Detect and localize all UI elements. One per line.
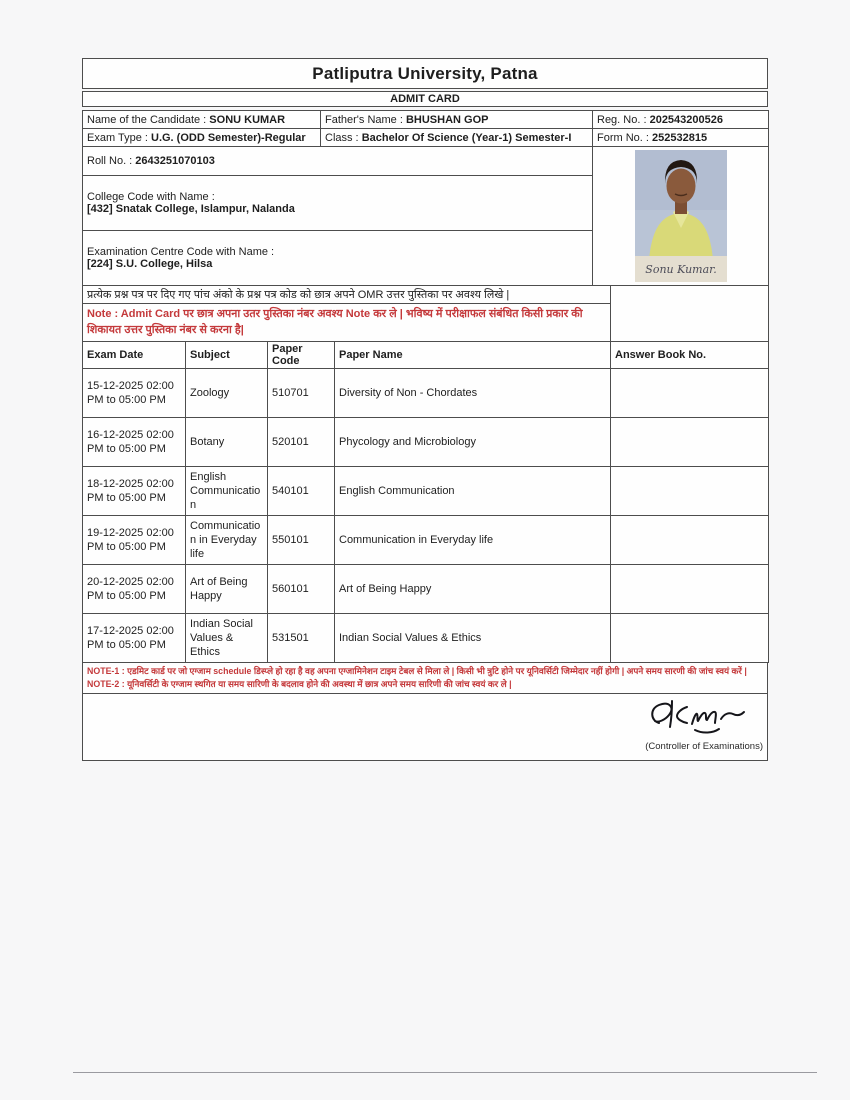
candidate-photo-cell	[593, 147, 769, 286]
omr-instruction-cell	[83, 286, 611, 304]
admit-card-banner	[82, 91, 768, 107]
form-no-label: Form No. :	[597, 131, 653, 144]
paper-code-cell: 560101	[268, 565, 335, 614]
table-row	[83, 614, 769, 663]
college-value: [432] Snatak College, Islampur, Nalanda	[87, 203, 295, 216]
exam-time: 02:00 PM to 05:00 PM	[87, 526, 174, 553]
college-label: College Code with Name :	[87, 191, 215, 204]
table-row	[83, 565, 769, 614]
roll-college-photo-table	[82, 146, 769, 286]
reg-no-cell	[593, 111, 769, 129]
exam-date: 19-12-2025	[87, 526, 144, 539]
exam-date: 20-12-2025	[87, 575, 144, 588]
form-no-value: 252532815	[652, 131, 708, 144]
admit-card	[82, 58, 768, 761]
exam-date: 18-12-2025	[87, 477, 144, 490]
exam-centre-label: Examination Centre Code with Name :	[87, 246, 275, 259]
page-footer-divider	[73, 1072, 817, 1073]
red-note-cell	[83, 304, 611, 342]
exam-time: 02:00 PM to 05:00 PM	[87, 379, 174, 406]
exam-date-cell	[83, 418, 186, 467]
candidate-info-table	[82, 110, 769, 147]
admit-card-label: ADMIT CARD	[390, 93, 460, 105]
exam-date: 16-12-2025	[87, 428, 144, 441]
red-note-text: Note : Admit Card पर छात्र अपना उतर पुस्तिका नंबर अवश्य Note कर ले | भविष्य में परीक्षाफल संबंधित किसी प्रकार की शिकायत उत्तर पुस्तिका नंबर से करना है|	[87, 307, 583, 336]
header-subject: Subject	[186, 342, 268, 369]
class-value: Bachelor Of Science (Year-1) Semester-I	[361, 131, 572, 144]
paper-code-cell: 510701	[268, 369, 335, 418]
note-2: NOTE-2 : यूनिवर्सिटी के एग्जाम स्थगित या समय सारिणी के बदलाव होने की अवस्था में छात्र अपने समय सारिणी की जांच स्वयं कर ले |	[87, 678, 512, 689]
subject-cell: Communication in Everyday life	[186, 516, 268, 565]
header-answer-book-no: Answer Book No.	[611, 342, 769, 369]
class-label: Class :	[325, 131, 362, 144]
answer-book-cell	[611, 369, 769, 418]
note-1: NOTE-1 : एडमिट कार्ड पर जो एग्जाम schedule डिस्प्ले हो रहा है वह अपना एग्जामिनेशन टाइम टेबल से मिला ले | किसी भी त्रुटि होने पर यूनिवर्सिटी जिम्मेदार नहीं होगी | अपने समय सारणी की जांच स्वयं करें |	[87, 666, 747, 676]
reg-no-label: Reg. No. :	[597, 113, 650, 126]
form-no-cell	[593, 129, 769, 147]
exam-time: 02:00 PM to 05:00 PM	[87, 624, 174, 651]
exam-date: 17-12-2025	[87, 624, 144, 637]
roll-no-label: Roll No. :	[87, 154, 136, 167]
roll-no-cell	[83, 147, 593, 176]
candidate-portrait-image	[635, 150, 727, 282]
exam-date: 15-12-2025	[87, 379, 144, 392]
empty-side-cell	[611, 286, 769, 342]
controller-signature-icon	[645, 697, 757, 739]
subject-cell: Indian Social Values & Ethics	[186, 614, 268, 663]
subject-cell: Zoology	[186, 369, 268, 418]
table-row	[83, 467, 769, 516]
exam-centre-value: [224] S.U. College, Hilsa	[87, 258, 213, 271]
exam-date-cell	[83, 614, 186, 663]
header-paper-code: Paper Code	[268, 342, 335, 369]
candidate-name-cell	[83, 111, 321, 129]
exam-date-cell	[83, 369, 186, 418]
paper-code-cell: 520101	[268, 418, 335, 467]
footer-notes-box	[82, 662, 768, 694]
table-row	[83, 129, 769, 147]
exam-time: 02:00 PM to 05:00 PM	[87, 428, 174, 455]
paper-code-cell: 550101	[268, 516, 335, 565]
father-name-label: Father's Name :	[325, 113, 406, 126]
paper-name-cell: Communication in Everyday life	[335, 516, 611, 565]
page-title: Patliputra University, Patna	[312, 63, 538, 83]
table-row	[83, 286, 769, 304]
table-row	[83, 111, 769, 129]
subject-cell: English Communication	[186, 467, 268, 516]
controller-of-examinations-label: (Controller of Examinations)	[645, 740, 763, 752]
paper-code-cell: 531501	[268, 614, 335, 663]
signature-section	[82, 693, 768, 761]
college-cell	[83, 175, 593, 231]
answer-book-cell	[611, 418, 769, 467]
photo-caption: Sonu Kumar.	[644, 263, 717, 276]
exam-type-cell	[83, 129, 321, 147]
candidate-name-value: SONU KUMAR	[209, 113, 286, 126]
exam-centre-cell	[83, 231, 593, 286]
table-row	[83, 147, 769, 176]
paper-name-cell: English Communication	[335, 467, 611, 516]
paper-code-cell: 540101	[268, 467, 335, 516]
exam-type-label: Exam Type :	[87, 131, 151, 144]
exam-schedule-table	[82, 341, 769, 663]
paper-name-cell: Phycology and Microbiology	[335, 418, 611, 467]
answer-book-cell	[611, 565, 769, 614]
answer-book-cell	[611, 467, 769, 516]
reg-no-value: 202543200526	[649, 113, 723, 126]
table-row	[83, 369, 769, 418]
exam-time: 02:00 PM to 05:00 PM	[87, 477, 174, 504]
father-name-cell	[321, 111, 593, 129]
class-cell	[321, 129, 593, 147]
exam-date-cell	[83, 565, 186, 614]
candidate-name-label: Name of the Candidate :	[87, 113, 210, 126]
father-name-value: BHUSHAN GOP	[405, 113, 489, 126]
omr-instruction-text: प्रत्येक प्रश्न पत्र पर दिए गए पांच अंको के प्रश्न पत्र कोड को छात्र अपने OMR उत्तर पुस्तिका पर अवश्य लिखे |	[87, 289, 510, 301]
table-row	[83, 516, 769, 565]
candidate-photo	[635, 150, 727, 282]
university-title-box	[82, 58, 768, 89]
exam-date-cell	[83, 516, 186, 565]
subject-cell: Art of Being Happy	[186, 565, 268, 614]
exam-time: 02:00 PM to 05:00 PM	[87, 575, 174, 602]
roll-no-value: 2643251070103	[135, 154, 215, 167]
paper-name-cell: Diversity of Non - Chordates	[335, 369, 611, 418]
paper-name-cell: Indian Social Values & Ethics	[335, 614, 611, 663]
instructions-table	[82, 285, 769, 342]
header-exam-date: Exam Date	[83, 342, 186, 369]
exam-date-cell	[83, 467, 186, 516]
table-header-row	[83, 342, 769, 369]
paper-name-cell: Art of Being Happy	[335, 565, 611, 614]
header-paper-name: Paper Name	[335, 342, 611, 369]
subject-cell: Botany	[186, 418, 268, 467]
exam-type-value: U.G. (ODD Semester)-Regular	[151, 131, 306, 144]
answer-book-cell	[611, 516, 769, 565]
answer-book-cell	[611, 614, 769, 663]
table-row	[83, 418, 769, 467]
